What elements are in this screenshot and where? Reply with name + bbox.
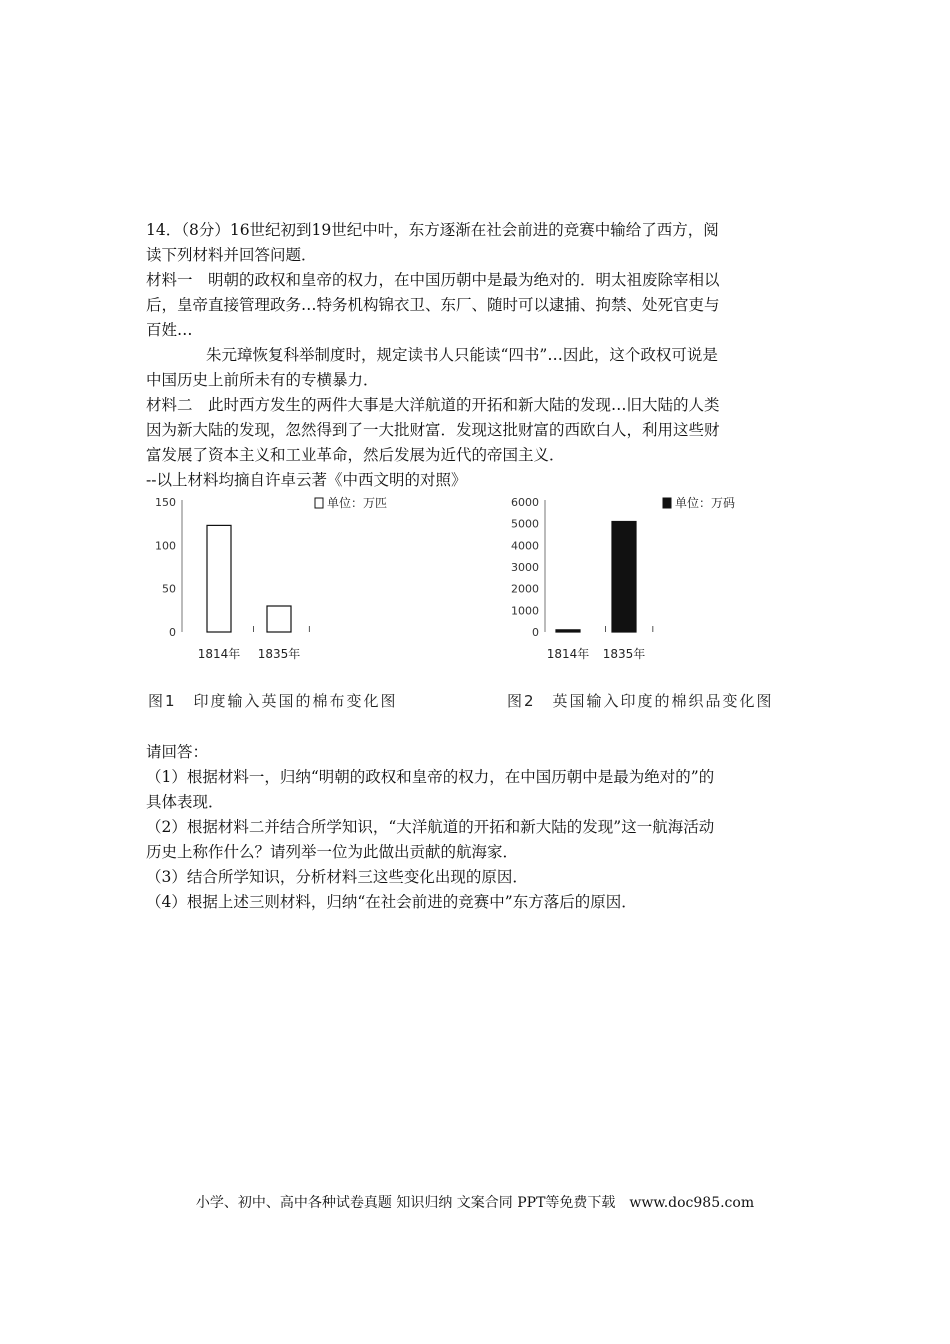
bar-1: [612, 522, 636, 633]
legend-swatch: [315, 498, 323, 508]
y-tick-label: 5000: [511, 517, 539, 531]
chart-2-svg: [495, 490, 795, 680]
questions: [146, 740, 806, 915]
material-one-line: 材料一 明朝的政权和皇帝的权力，在中国历朝中是最为绝对的．明太祖废除宰相以: [146, 271, 720, 289]
x-category-label: 1835年: [602, 647, 646, 661]
question-line: 14．（8分）16世纪初到19世纪中叶，东方逐渐在社会前进的竞赛中输给了西方，阅: [146, 221, 719, 239]
material-two-line: 富发展了资本主义和工业革命，然后发展为近代的帝国主义．: [146, 446, 565, 464]
legend-label: 单位：万匹: [327, 496, 388, 510]
y-tick-label: 6000: [511, 496, 539, 509]
material-one-line: 百姓…: [146, 321, 193, 339]
y-tick-label: 150: [155, 496, 176, 509]
chart-2-caption: 图2 英国输入印度的棉织品变化图: [507, 692, 774, 710]
sub-question-1: （1）根据材料一，归纳“明朝的政权和皇帝的权力，在中国历朝中是最为绝对的”的: [146, 768, 715, 786]
y-tick-label: 0: [532, 626, 539, 639]
material-two-line: 材料二 此时西方发生的两件大事是大洋航道的开拓和新大陆的发现…旧大陆的人类: [146, 396, 720, 414]
material-two-line: 因为新大陆的发现，忽然得到了一大批财富．发现这批财富的西欧白人，利用这些财: [146, 421, 720, 439]
x-category-label: 1814年: [197, 647, 241, 661]
sub-question-3: （3）结合所学知识，分析材料三这些变化出现的原因．: [146, 868, 528, 886]
material-three-charts: [140, 490, 820, 720]
question-line: 读下列材料并回答问题．: [146, 246, 317, 264]
answer-prompt: 请回答：: [146, 743, 209, 761]
y-tick-label: 100: [155, 539, 176, 553]
bar-0: [556, 630, 580, 632]
material-one-line: 后，皇帝直接管理政务…特务机构锦衣卫、东厂、随时可以逮捕、拘禁、处死官吏与: [146, 296, 720, 314]
sub-question-4: （4）根据上述三则材料，归纳“在社会前进的竞赛中”东方落后的原因．: [146, 893, 637, 911]
x-category-label: 1814年: [546, 647, 590, 661]
sub-question-2: 历史上称作什么？请列举一位为此做出贡献的航海家．: [146, 843, 519, 861]
x-category-label: 1835年: [257, 647, 301, 661]
y-tick-label: 0: [169, 626, 176, 639]
chart-1-caption: 图1 印度输入英国的棉布变化图: [148, 692, 398, 710]
sub-question-2: （2）根据材料二并结合所学知识，“大洋航道的开拓和新大陆的发现”这一航海活动: [146, 818, 715, 836]
bar-1: [267, 606, 291, 632]
y-tick-label: 3000: [511, 561, 539, 574]
source-citation: --以上材料均摘自许卓云著《中西文明的对照》: [146, 471, 467, 489]
chart-1-svg: [140, 490, 430, 680]
chart-1: [140, 490, 430, 680]
sub-question-1: 具体表现．: [146, 793, 224, 811]
y-tick-label: 1000: [511, 604, 539, 618]
y-tick-label: 4000: [511, 539, 539, 553]
y-tick-label: 2000: [511, 582, 539, 596]
material-one-line: 朱元璋恢复科举制度时，规定读书人只能读“四书”…因此，这个政权可说是: [206, 346, 718, 364]
bar-0: [207, 525, 231, 632]
y-tick-label: 50: [162, 582, 176, 596]
question-stem: [146, 218, 806, 493]
material-one-line: 中国历史上前所未有的专横暴力．: [146, 371, 379, 389]
page-footer: 小学、初中、高中各种试卷真题 知识归纳 文案合同 PPT等免费下载 www.doc985.com: [195, 1195, 755, 1211]
chart-2: [495, 490, 795, 680]
legend-label: 单位：万码: [675, 496, 736, 510]
legend-swatch: [663, 498, 671, 508]
